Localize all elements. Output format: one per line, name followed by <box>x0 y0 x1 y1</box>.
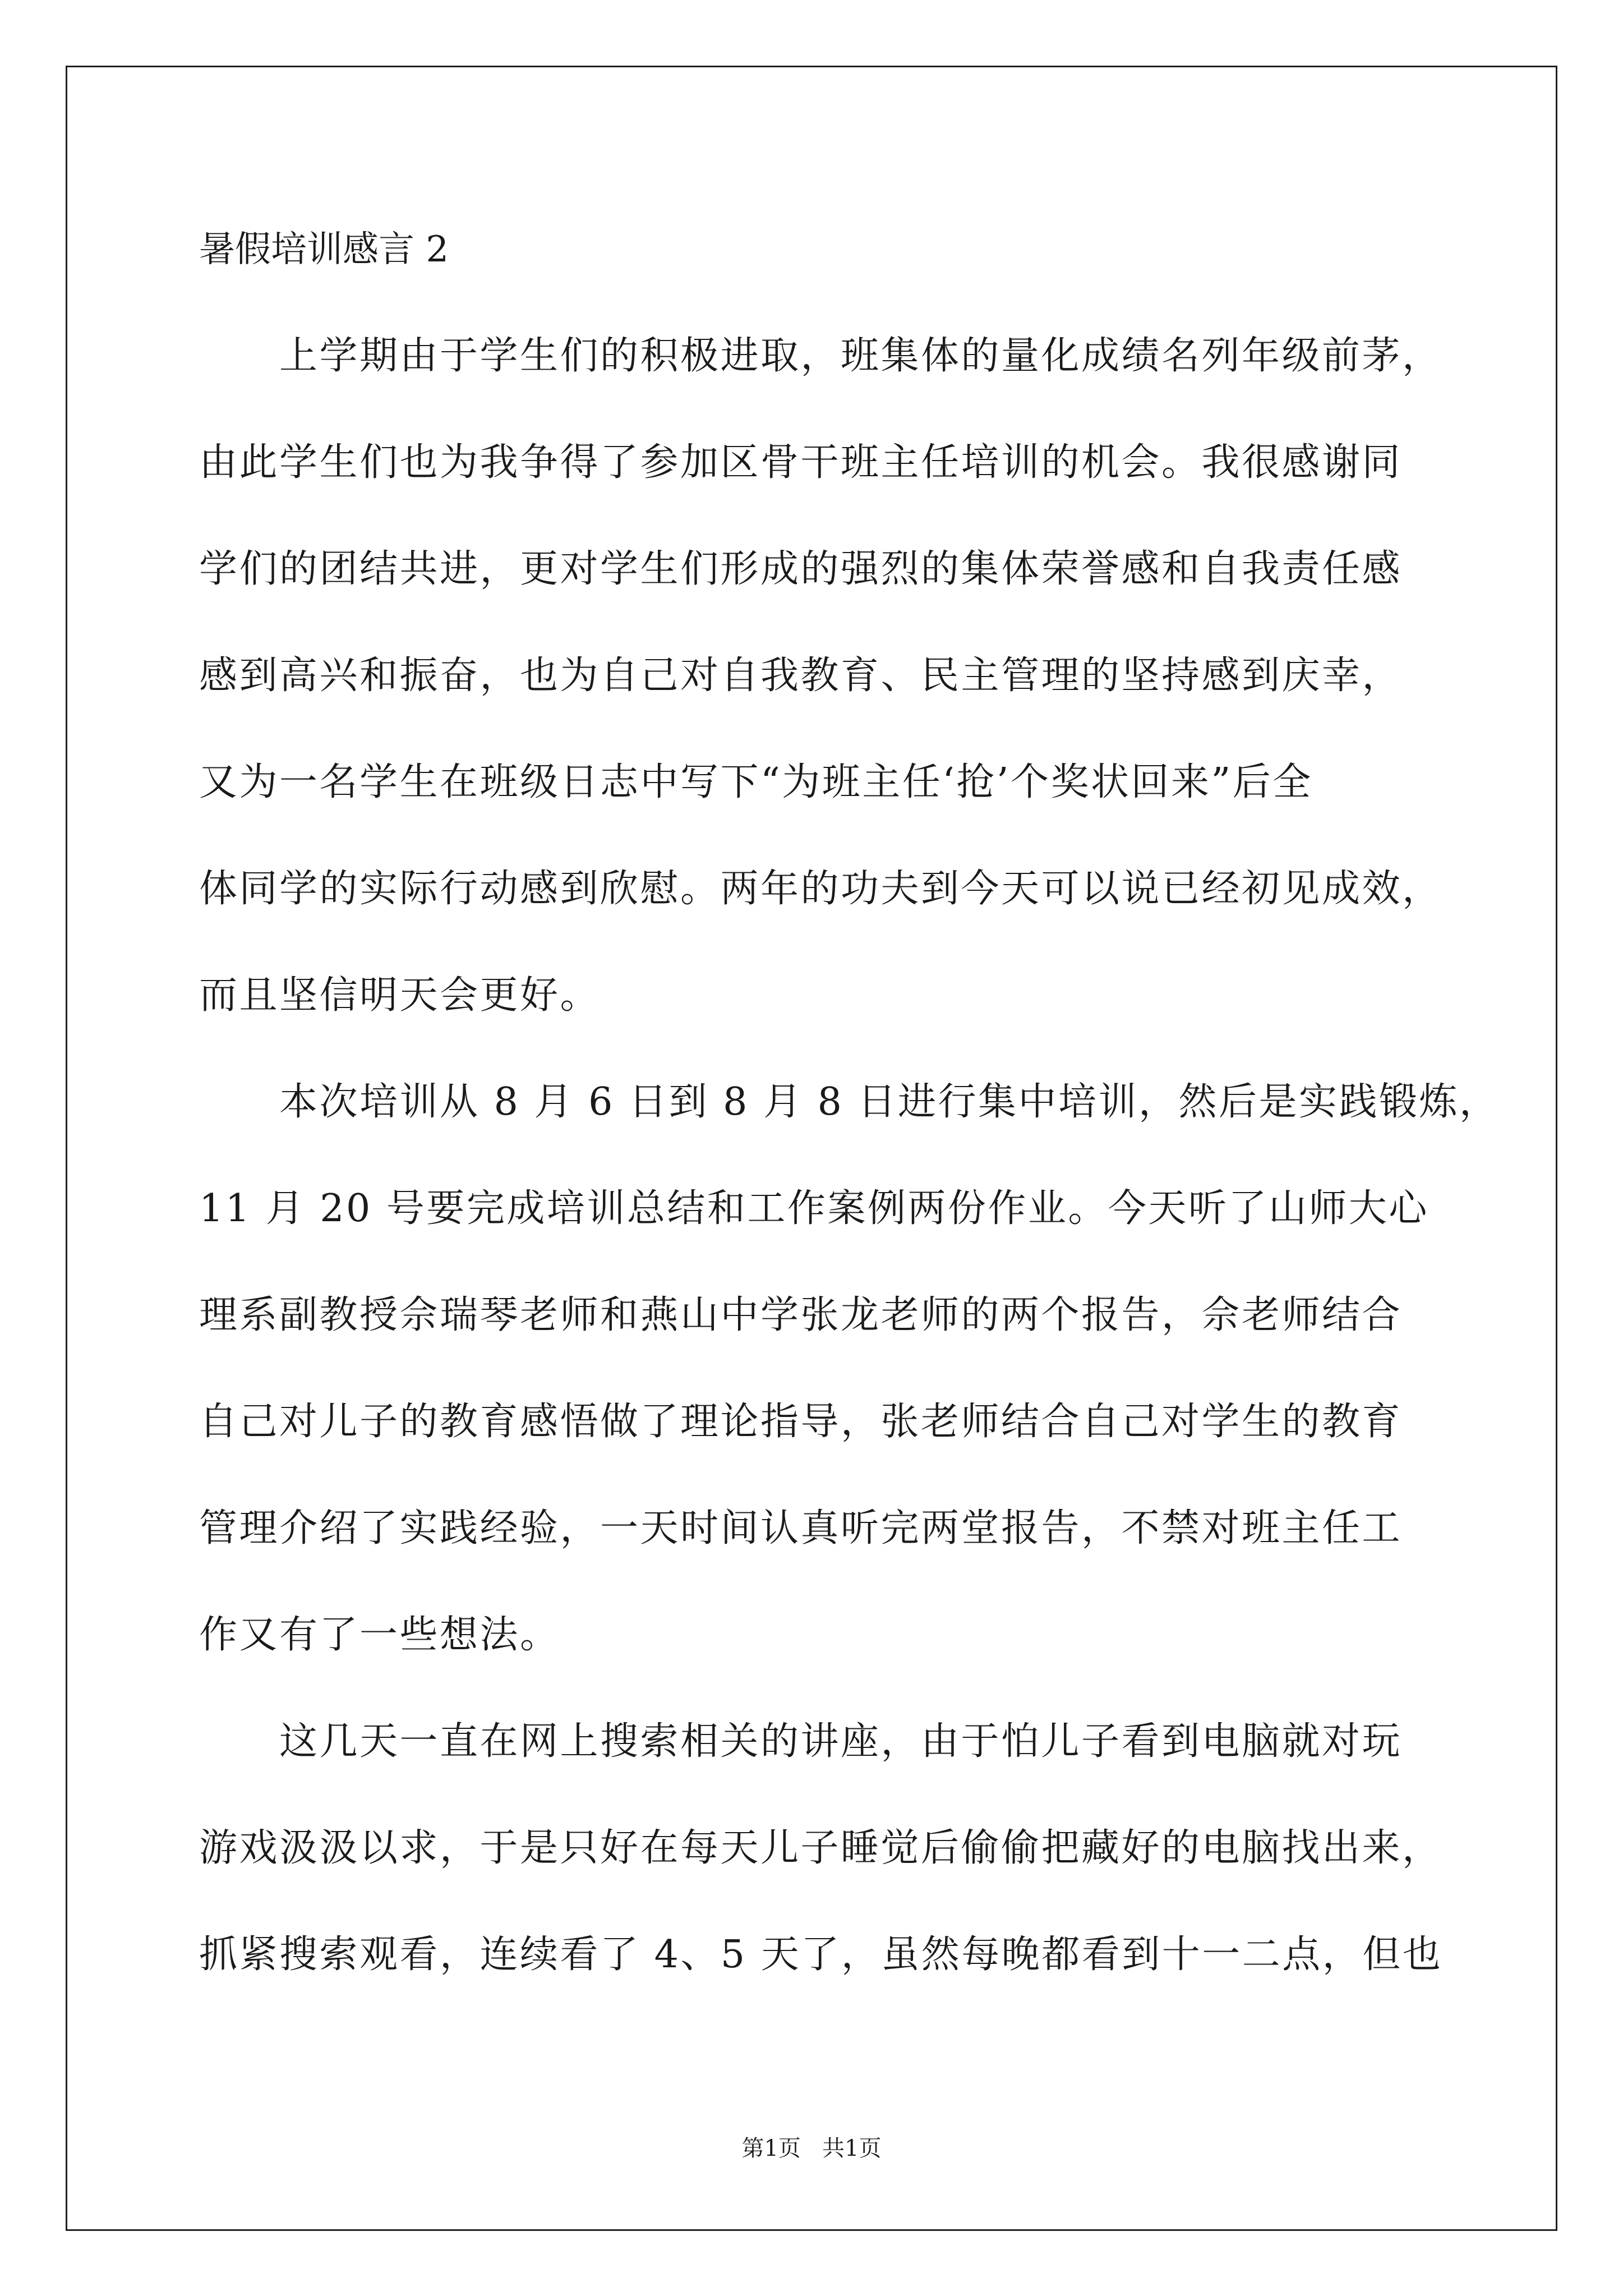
text-line: 学们的团结共进，更对学生们形成的强烈的集体荣誉感和自我责任感 <box>199 547 1403 591</box>
text-line: 由此学生们也为我争得了参加区骨干班主任培训的机会。我很感谢同 <box>199 440 1403 485</box>
text-line: 作又有了一些想法。 <box>199 1613 560 1657</box>
text-line: 本次培训从 8 月 6 日到 8 月 8 日进行集中培训，然后是实践锻炼， <box>199 1080 1500 1124</box>
text-line: 又为一名学生在班级日志中写下“为班主任‘抢’个奖状回来”后全 <box>199 760 1313 804</box>
document-title: 暑假培训感言 2 <box>199 229 449 270</box>
text-line: 这几天一直在网上搜索相关的讲座，由于怕儿子看到电脑就对玩 <box>199 1719 1403 1764</box>
text-line: 理系副教授佘瑞琴老师和燕山中学张龙老师的两个报告，佘老师结合 <box>199 1293 1403 1337</box>
text-line: 体同学的实际行动感到欣慰。两年的功夫到今天可以说已经初见成效， <box>199 867 1442 911</box>
text-line: 而且坚信明天会更好。 <box>199 973 601 1018</box>
text-line: 管理介绍了实践经验，一天时间认真听完两堂报告，不禁对班主任工 <box>199 1506 1403 1550</box>
text-line: 自己对儿子的教育感悟做了理论指导，张老师结合自己对学生的教育 <box>199 1400 1403 1444</box>
text-line: 抓紧搜索观看，连续看了 4、5 天了，虽然每晚都看到十一二点，但也 <box>199 1932 1443 1977</box>
text-line: 上学期由于学生们的积极进取，班集体的量化成绩名列年级前茅， <box>199 334 1442 378</box>
page-number-footer: 第1页 共1页 <box>741 2136 882 2161</box>
page-border <box>66 66 1557 2231</box>
text-line: 11 月 20 号要完成培训总结和工作案例两份作业。今天听了山师大心 <box>199 1186 1429 1231</box>
text-line: 游戏汲汲以求，于是只好在每天儿子睡觉后偷偷把藏好的电脑找出来， <box>199 1826 1442 1870</box>
text-line: 感到高兴和振奋，也为自己对自我教育、民主管理的坚持感到庆幸， <box>199 654 1403 698</box>
